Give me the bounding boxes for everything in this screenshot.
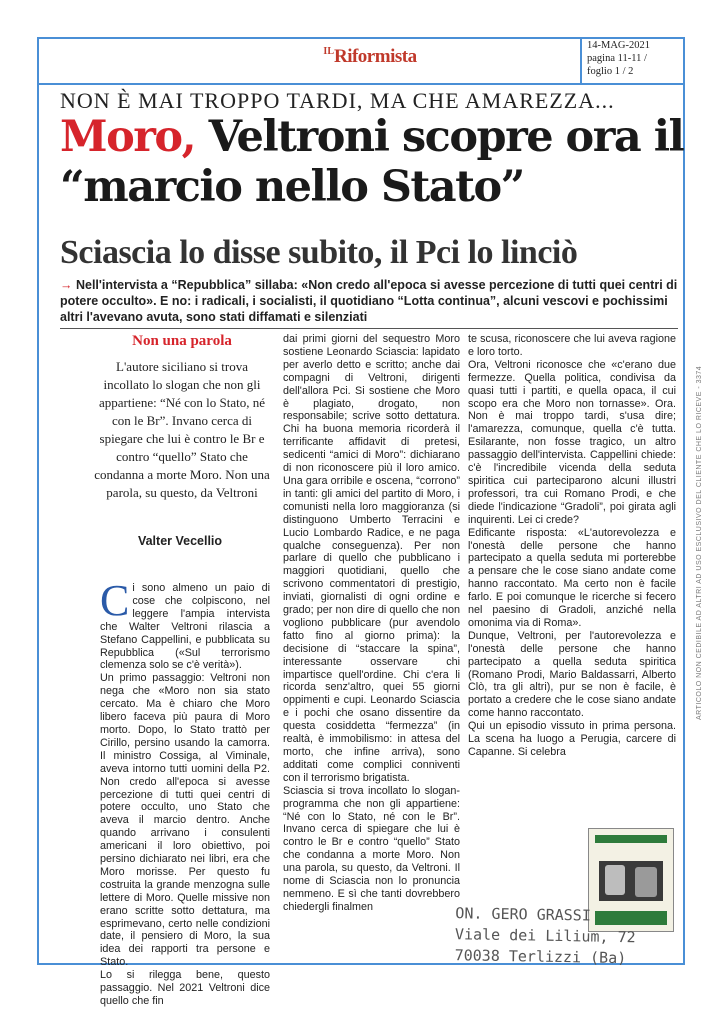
press-clipping-meta xyxy=(587,39,682,78)
paragraph: Un primo passaggio: Veltroni non nega che «Moro non sia stato cercato. Ma è chiaro che Moro libero faceva più paura di Moro morto. Dopo, lo Stato trattò per Cirillo, persino usando la camorra. Il ministro Cossiga, al Viminale, aveva intorno tutti uomini della P2. Non credo all'epoca si avesse percezione di tutti quei centri di potere occulto, uno Stato che aveva il marcio dentro. Anche quando arrivano i consulenti americani il loro obiettivo, poi persino dichiarato nei libri, era che Moro morisse. Per questo fu costruita la grande menzogna sulle lettere di Moro. Quelle missive non erano scritte sotto dettatura, ma esprimevano, certo nelle condizioni date, il pensiero di Moro, la sua idea dei rapporti tra persone e Stato. xyxy=(100,672,270,969)
pull-quote-title: Non una parola xyxy=(132,333,232,349)
paragraph: Ora, Veltroni riconosce che «c'erano due fermezze. Quella politica, condivisa da quasi tutti i partiti, e quella opaca, il cui scopo era che Moro non tornasse». Ora. Non è mai troppo tardi, s'usa dire; l'amarezza, comunque, quella c'è tutta. Esilarante, non fosse tragico, un altro passaggio dell'intervista. Cappellini chiede: c'è l'incredibile vicenda della seduta spiritica cui parteciparono alcuni illustri professori, tra cui Romano Prodi, e che diede l'indicazione “Gradoli”, poi girata agli inquirenti. Lei ci crede? xyxy=(468,358,676,526)
article-column-1 xyxy=(100,576,270,1008)
summary-rule xyxy=(60,328,678,329)
pull-quote xyxy=(92,333,272,502)
clipping-sheet: foglio 1 / 2 xyxy=(587,66,634,77)
paragraph: te scusa, riconoscere che lui aveva ragione e loro torto. xyxy=(468,333,676,358)
masthead-title: Riformista xyxy=(333,46,417,67)
article-summary xyxy=(60,277,678,325)
drop-cap: C xyxy=(100,576,130,625)
stamp-line-2: Viale dei Lilium, 72 xyxy=(454,925,636,947)
masthead-small: IL xyxy=(323,46,334,57)
address-stamp xyxy=(454,903,665,970)
stamp-line-3: 70038 Terlizzi (Ba) xyxy=(454,946,627,968)
paragraph: Dunque, Veltroni, per l'autorevolezza e l'onestà delle persone che hanno partecipato a quella seduta spiritica (Romano Prodi, Mario Baldassarri, Alberto Clò, tra gli altri), pur se non è facile, è portato a credere che le cose siano andate come hanno raccontato. xyxy=(468,629,676,720)
paragraph: Qui un episodio vissuto in prima persona. La scena ha luogo a Perugia, carcere di Capanne. Si celebra xyxy=(468,720,676,758)
arrow-right-icon: → xyxy=(60,278,73,292)
article-column-2 xyxy=(283,333,460,914)
masthead-logo xyxy=(300,46,440,70)
clipping-date: 14-MAG-2021 xyxy=(587,40,650,51)
header-divider xyxy=(580,37,582,83)
pull-quote-text: L'autore siciliano si trova incollato lo slogan che non gli appartiene: “Né con lo Stato, né con le Br”. Invano cerca di spiegare che lui è contro le Br e contro “quello” Stato che condanna a morte Moro. Non una parola, su questo, da Veltroni xyxy=(94,359,270,500)
article-headline xyxy=(60,112,690,212)
article-kicker: NON È MAI TROPPO TARDI, MA CHE AMAREZZA... xyxy=(60,88,615,113)
paragraph: Sciascia si trova incollato lo slogan-programma che non gli appartiene: “Né con lo Stato, né con le Br”. Invano cerca di spiegare che lui è contro le Br e contro “quello” Stato che condanna a morte Moro. Non una parola, su questo, da Veltroni. Il nome di Sciascia non lo pronuncia nemmeno. E sì che tanti dovrebbero chiedergli finalmen xyxy=(283,784,460,913)
clipping-pages: pagina 11-11 / xyxy=(587,53,647,64)
paragraph: Edificante risposta: «L'autorevolezza e l'onestà delle persone che hanno partecipato a quella seduta mi porterebbe a pensare che le cose siano andate come hanno raccontato. Ma certo non è facile farlo. E poi comunque le ricerche si fecero nel paesino di Gradoli, anziché nella omonima via di Roma». xyxy=(468,526,676,629)
author-byline: Valter Vecellio xyxy=(137,534,223,548)
book-band xyxy=(595,835,667,843)
paragraph: Ci sono almeno un paio di cose che colpiscono, nel leggere l'ampia intervista che Walter Veltroni rilascia a Stefano Cappellini, e pubblicata su Repubblica («Sul terrorismo clemenza solo se c'è verità»). xyxy=(100,576,270,672)
article-subhead: Sciascia lo disse subito, il Pci lo linciò xyxy=(60,234,578,271)
headline-red-word: Moro, xyxy=(60,112,196,162)
headline-rest: Veltroni scopre ora il “marcio nello Stato” xyxy=(60,112,684,212)
paragraph: dai primi giorni del sequestro Moro sostiene Leonardo Sciascia: lapidato per averlo detto e scritto; anche dai compagni di Veltroni, dirigenti dell'allora Pci. Si sostiene che Moro è plagiato, drogato, non responsabile; scrive sotto dettatura. Chi ha buona memoria ricorderà il terrificante affidavit di pretesi, sedicenti “amici di Moro”: dichiarano di non riconoscere più il loro amico. Una gara orribile e oscena, “corrono” in tanti: gli amici del partito di Moro, i comunisti nella loro maggioranza (si distinguono Umberto Terracini e Lucio Lombardo Radice, e ne paga qualche conseguenza). Per non parlare di quello che pubblicano i maggiori quotidiani, quello che scrivono commentatori di prestigio, inviati, giornalisti di ogni ordine e grado; per non dire di quello che non vogliono pubblicare (pur avendolo fatto fino al giorno prima): la decisione di “staccare la spina”, interessante osservare chi impartisce quell'ordine. Chi c'era li ricorda senz'altro, quei 55 giorni oppimenti e cupi. Leonardo Sciascia e i pochi che osano dissentire da questa cosiddetta “fermezza” (in realtà, è immobilismo: in attesa del morto, che infine arriva), sono additati come complici conniventi con il terrorismo brigatista. xyxy=(283,333,460,784)
stamp-line-1: ON. GERO GRASSI xyxy=(455,904,591,925)
book-photo xyxy=(599,861,663,901)
summary-text: Nell'intervista a “Repubblica” sillaba: «Non credo all'epoca si avesse percezione di tutti quei centri di potere occulto». E no: i radicali, i socialisti, il quotidiano “Lotta continua”, alcuni vescovi e pochissimi altri l'avevano avuta, sono stati diffamati e silenziati xyxy=(60,278,678,324)
paragraph: Lo si rilegga bene, questo passaggio. Nel 2021 Veltroni dice quello che fin xyxy=(100,969,270,1007)
article-column-3 xyxy=(468,333,676,759)
header-rule xyxy=(37,83,685,85)
copyright-notice: ARTICOLO NON CEDIBILE AD ALTRI AD USO ESCLUSIVO DEL CLIENTE CHE LO RICEVE - 3374 xyxy=(696,365,703,720)
